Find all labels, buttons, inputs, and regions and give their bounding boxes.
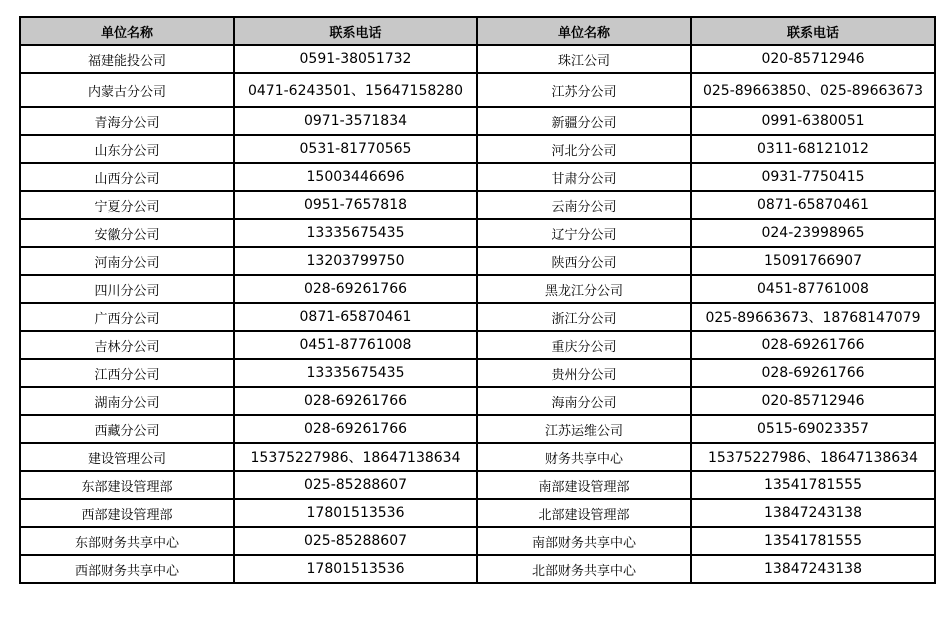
phone-cell: 13847243138 [691,555,935,583]
table-row [20,499,935,527]
table-row [20,415,935,443]
table-row [20,191,935,219]
table-row [20,275,935,303]
unit-name-cell: 四川分公司 [20,275,234,303]
unit-name-cell: 云南分公司 [477,191,691,219]
unit-name-cell: 陕西分公司 [477,247,691,275]
phone-cell: 0971-3571834 [234,107,477,135]
table-row [20,359,935,387]
phone-cell: 13847243138 [691,499,935,527]
phone-cell: 025-85288607 [234,471,477,499]
phone-cell: 025-85288607 [234,527,477,555]
unit-name-cell: 江西分公司 [20,359,234,387]
phone-cell: 17801513536 [234,499,477,527]
unit-name-cell: 黑龙江分公司 [477,275,691,303]
unit-name-cell: 宁夏分公司 [20,191,234,219]
phone-cell: 024-23998965 [691,219,935,247]
unit-name-cell: 珠江公司 [477,45,691,73]
phone-cell: 13541781555 [691,471,935,499]
unit-name-cell: 山西分公司 [20,163,234,191]
phone-cell: 0531-81770565 [234,135,477,163]
column-header-unit-name: 单位名称 [20,17,234,45]
phone-cell: 0311-68121012 [691,135,935,163]
phone-cell: 0515-69023357 [691,415,935,443]
table-row [20,303,935,331]
unit-name-cell: 江苏分公司 [477,73,691,107]
unit-name-cell: 财务共享中心 [477,443,691,471]
phone-cell: 025-89663850、025-89663673 [691,73,935,107]
phone-cell: 17801513536 [234,555,477,583]
phone-cell: 13335675435 [234,219,477,247]
table-row [20,135,935,163]
phone-cell: 028-69261766 [234,387,477,415]
unit-name-cell: 南部建设管理部 [477,471,691,499]
unit-name-cell: 重庆分公司 [477,331,691,359]
table-row [20,471,935,499]
phone-cell: 028-69261766 [691,331,935,359]
unit-name-cell: 江苏运维公司 [477,415,691,443]
phone-cell: 020-85712946 [691,387,935,415]
unit-name-cell: 广西分公司 [20,303,234,331]
table-row [20,527,935,555]
phone-cell: 13335675435 [234,359,477,387]
phone-cell: 15375227986、18647138634 [234,443,477,471]
phone-cell: 15003446696 [234,163,477,191]
table-row [20,45,935,73]
phone-cell: 0991-6380051 [691,107,935,135]
phone-cell: 028-69261766 [234,415,477,443]
phone-cell: 020-85712946 [691,45,935,73]
unit-name-cell: 山东分公司 [20,135,234,163]
unit-name-cell: 浙江分公司 [477,303,691,331]
table-row [20,331,935,359]
table-row [20,443,935,471]
table-row [20,387,935,415]
phone-cell: 15375227986、18647138634 [691,443,935,471]
phone-cell: 13203799750 [234,247,477,275]
unit-name-cell: 河北分公司 [477,135,691,163]
column-header-unit-name: 单位名称 [477,17,691,45]
unit-name-cell: 建设管理公司 [20,443,234,471]
phone-cell: 028-69261766 [691,359,935,387]
unit-name-cell: 青海分公司 [20,107,234,135]
table-row [20,555,935,583]
unit-name-cell: 甘肃分公司 [477,163,691,191]
table-row [20,247,935,275]
unit-name-cell: 西部建设管理部 [20,499,234,527]
phone-cell: 0451-87761008 [234,331,477,359]
unit-name-cell: 西部财务共享中心 [20,555,234,583]
unit-name-cell: 内蒙古分公司 [20,73,234,107]
table-header-row [20,17,935,45]
table-row [20,107,935,135]
table-row [20,163,935,191]
phone-cell: 13541781555 [691,527,935,555]
unit-name-cell: 北部建设管理部 [477,499,691,527]
unit-name-cell: 河南分公司 [20,247,234,275]
unit-name-cell: 辽宁分公司 [477,219,691,247]
phone-cell: 0951-7657818 [234,191,477,219]
unit-name-cell: 湖南分公司 [20,387,234,415]
unit-name-cell: 西藏分公司 [20,415,234,443]
unit-name-cell: 福建能投公司 [20,45,234,73]
phone-cell: 0871-65870461 [234,303,477,331]
unit-name-cell: 海南分公司 [477,387,691,415]
phone-cell: 0471-6243501、15647158280 [234,73,477,107]
unit-name-cell: 北部财务共享中心 [477,555,691,583]
unit-name-cell: 东部建设管理部 [20,471,234,499]
phone-cell: 0931-7750415 [691,163,935,191]
phone-cell: 025-89663673、18768147079 [691,303,935,331]
phone-cell: 0871-65870461 [691,191,935,219]
contact-table [19,16,936,584]
unit-name-cell: 贵州分公司 [477,359,691,387]
column-header-phone: 联系电话 [691,17,935,45]
unit-name-cell: 吉林分公司 [20,331,234,359]
unit-name-cell: 南部财务共享中心 [477,527,691,555]
phone-cell: 0591-38051732 [234,45,477,73]
phone-cell: 15091766907 [691,247,935,275]
unit-name-cell: 东部财务共享中心 [20,527,234,555]
table-row [20,219,935,247]
column-header-phone: 联系电话 [234,17,477,45]
phone-cell: 028-69261766 [234,275,477,303]
unit-name-cell: 新疆分公司 [477,107,691,135]
table-row [20,73,935,107]
unit-name-cell: 安徽分公司 [20,219,234,247]
phone-cell: 0451-87761008 [691,275,935,303]
